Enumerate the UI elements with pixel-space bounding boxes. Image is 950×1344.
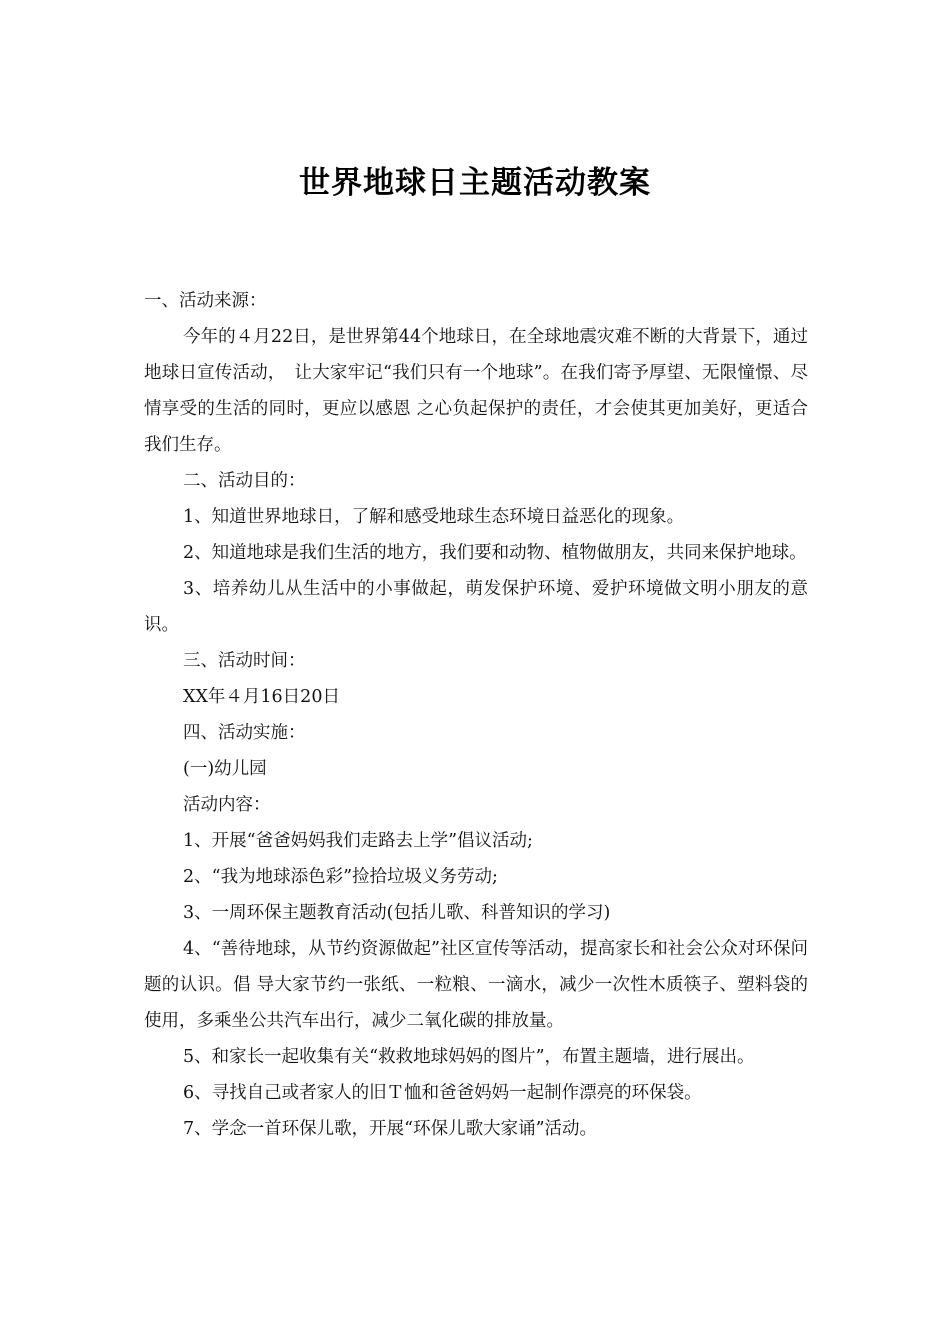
section-heading-time: 三、活动时间： [183, 651, 306, 671]
activity-content-label: 活动内容： [183, 795, 271, 815]
section-heading-purpose: 二、活动目的： [183, 471, 306, 491]
content-item-5: 5、和家长一起收集有关“救救地球妈妈的图片”，布置主题墙，进行展出。 [183, 1047, 755, 1067]
activity-date: XX年４月16日20日 [183, 687, 340, 707]
purpose-item-3: 3、培养幼儿从生活中的小事做起，萌发保护环境、爱护环境做文明小朋友的意识。 [144, 579, 808, 635]
section-heading-source: 一、活动来源： [144, 291, 267, 311]
purpose-item-2: 2、知道地球是我们生活的地方，我们要和动物、植物做朋友，共同来保护地球。 [183, 543, 807, 563]
document-title: 世界地球日主题活动教案 [299, 165, 651, 201]
content-item-2: 2、“我为地球添色彩”捡拾垃圾义务劳动; [183, 867, 498, 887]
paragraph-source-text: 今年的４月22日，是世界第44个地球日，在全球地震灾难不断的大背景下，通过地球日宣传活动， 让大家牢记“我们只有一个地球”。在我们寄予厚望、无限憧憬、尽情享受的生活的同时，更应以感恩 之心负起保护的责任，才会使其更加美好，更适合我们生存。 [144, 327, 808, 455]
content-item-4: 4、“善待地球，从节约资源做起”社区宣传等活动，提高家长和社会公众对环保问题的认识。倡 导大家节约一张纸、一粒粮、一滴水，减少一次性木质筷子、塑料袋的使用，多乘坐公共汽车出行，减少二氧化碳的排放量。 [144, 939, 808, 1031]
content-item-6: 6、寻找自己或者家人的旧Ｔ恤和爸爸妈妈一起制作漂亮的环保袋。 [183, 1083, 702, 1103]
content-item-3: 3、一周环保主题教育活动(包括儿歌、科普知识的学习) [183, 903, 611, 923]
subsection-kindergarten: (一)幼儿园 [183, 759, 267, 779]
content-item-1: 1、开展“爸爸妈妈我们走路去上学”倡议活动; [183, 831, 533, 851]
purpose-item-1: 1、知道世界地球日，了解和感受地球生态环境日益恶化的现象。 [183, 507, 685, 527]
document-body [144, 283, 808, 1147]
section-heading-implementation: 四、活动实施： [183, 723, 306, 743]
content-item-7: 7、学念一首环保儿歌，开展“环保儿歌大家诵”活动。 [183, 1119, 598, 1139]
